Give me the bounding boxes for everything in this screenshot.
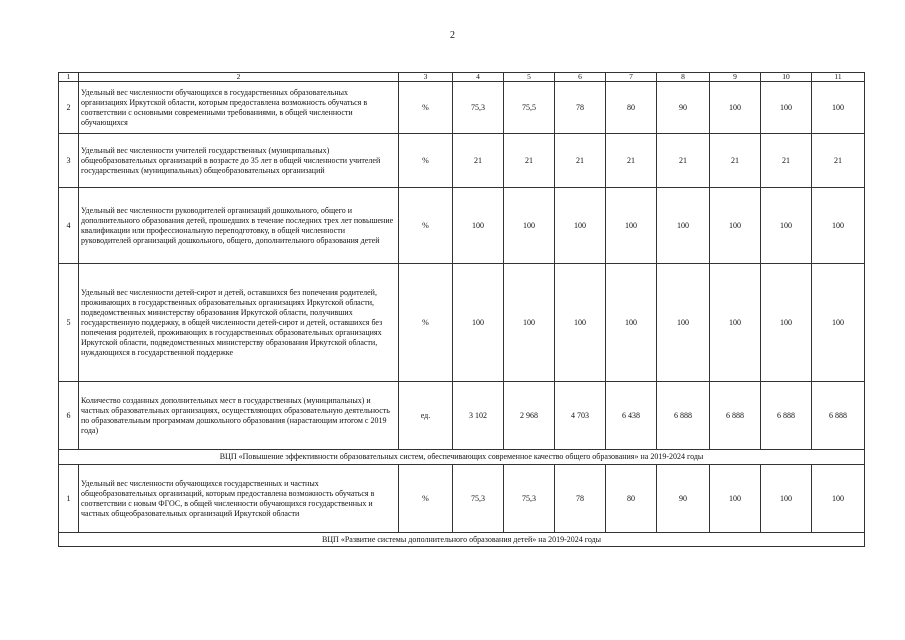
indicators-table — [58, 72, 865, 547]
header-cell: 1 — [59, 73, 79, 82]
section-heading: ВЦП «Повышение эффективности образовательных систем, обеспечивающих современное качество общего образования» на 2019-2024 годы — [59, 450, 865, 465]
unit-cell: % — [399, 134, 453, 188]
row-number: 2 — [59, 82, 79, 134]
value-cell: 100 — [504, 188, 555, 264]
value-cell: 4 703 — [555, 382, 606, 450]
table-row — [59, 382, 865, 450]
value-cell: 21 — [606, 134, 657, 188]
unit-cell: % — [399, 264, 453, 382]
value-cell: 100 — [710, 264, 761, 382]
table-row — [59, 82, 865, 134]
value-cell: 21 — [504, 134, 555, 188]
value-cell: 100 — [710, 188, 761, 264]
header-row — [59, 73, 865, 82]
value-cell: 21 — [555, 134, 606, 188]
value-cell: 2 968 — [504, 382, 555, 450]
table-row — [59, 465, 865, 533]
indicator-description: Удельный вес численности руководителей организаций дошкольного, общего и дополнительного образования детей, прошедших в течение последних трех лет повышение квалификации или профессиональную переподготовку, в общей численности руководителей организаций дошкольного, общего, дополнительного образования детей — [79, 188, 399, 264]
header-cell: 6 — [555, 73, 606, 82]
page-number: 2 — [450, 30, 455, 41]
value-cell: 100 — [812, 264, 865, 382]
section-heading: ВЦП «Развитие системы дополнительного образования детей» на 2019-2024 годы — [59, 533, 865, 547]
value-cell: 75,3 — [504, 465, 555, 533]
value-cell: 6 888 — [710, 382, 761, 450]
header-cell: 4 — [453, 73, 504, 82]
row-number: 5 — [59, 264, 79, 382]
value-cell: 100 — [812, 82, 865, 134]
value-cell: 100 — [812, 465, 865, 533]
value-cell: 80 — [606, 465, 657, 533]
table-row — [59, 188, 865, 264]
value-cell: 6 438 — [606, 382, 657, 450]
table-row — [59, 264, 865, 382]
unit-cell: ед. — [399, 382, 453, 450]
indicator-description: Удельный вес численности обучающихся в государственных образовательных организациях Иркутской области, которым предоставлена возможность обучаться в соответствии с основными современными требованиями, в общей численности обучающихся — [79, 82, 399, 134]
value-cell: 6 888 — [657, 382, 710, 450]
row-number: 1 — [59, 465, 79, 533]
value-cell: 90 — [657, 82, 710, 134]
indicator-description: Удельный вес численности обучающихся государственных и частных общеобразовательных организаций, которым предоставлена возможность обучаться в соответствии с новым ФГОС, в общей численности обучающихся государственных и частных общеобразовательных организаций Иркутской области — [79, 465, 399, 533]
header-cell: 2 — [79, 73, 399, 82]
value-cell: 78 — [555, 465, 606, 533]
value-cell: 3 102 — [453, 382, 504, 450]
value-cell: 100 — [761, 465, 812, 533]
value-cell: 6 888 — [761, 382, 812, 450]
value-cell: 100 — [555, 188, 606, 264]
value-cell: 100 — [453, 264, 504, 382]
value-cell: 100 — [606, 264, 657, 382]
row-number: 6 — [59, 382, 79, 450]
value-cell: 100 — [504, 264, 555, 382]
value-cell: 100 — [761, 188, 812, 264]
header-cell: 7 — [606, 73, 657, 82]
value-cell: 100 — [761, 82, 812, 134]
unit-cell: % — [399, 465, 453, 533]
value-cell: 100 — [710, 82, 761, 134]
indicator-description: Количество созданных дополнительных мест в государственных (муниципальных) и частных образовательных организациях, осуществляющих образовательную деятельность по образовательным программам дошкольного образования (нарастающим итогом с 2019 года) — [79, 382, 399, 450]
value-cell: 100 — [453, 188, 504, 264]
value-cell: 100 — [657, 188, 710, 264]
header-cell: 8 — [657, 73, 710, 82]
value-cell: 75,3 — [453, 82, 504, 134]
unit-cell: % — [399, 188, 453, 264]
value-cell: 21 — [657, 134, 710, 188]
value-cell: 75,3 — [453, 465, 504, 533]
table-row — [59, 134, 865, 188]
value-cell: 21 — [812, 134, 865, 188]
value-cell: 100 — [657, 264, 710, 382]
value-cell: 21 — [453, 134, 504, 188]
value-cell: 100 — [710, 465, 761, 533]
value-cell: 100 — [761, 264, 812, 382]
value-cell: 100 — [812, 188, 865, 264]
value-cell: 21 — [710, 134, 761, 188]
value-cell: 90 — [657, 465, 710, 533]
section-row — [59, 533, 865, 547]
value-cell: 21 — [761, 134, 812, 188]
indicator-description: Удельный вес численности учителей государственных (муниципальных) общеобразовательных организаций в возрасте до 35 лет в общей численности учителей государственных (муниципальных) общеобразовательных организаций — [79, 134, 399, 188]
value-cell: 75,5 — [504, 82, 555, 134]
header-cell: 10 — [761, 73, 812, 82]
row-number: 3 — [59, 134, 79, 188]
indicator-description: Удельный вес численности детей-сирот и детей, оставшихся без попечения родителей, проживающих в государственных образовательных организациях Иркутской области, подведомственных министерству образования Иркутской области, получивших государственную поддержку, в общей численности детей-сирот и детей, оставшихся без попечения родителей, проживающих в государственных образовательных организациях Иркутской области, подведомственных министерству образования Иркутской области, нуждающихся в государственной поддержке — [79, 264, 399, 382]
row-number: 4 — [59, 188, 79, 264]
header-cell: 3 — [399, 73, 453, 82]
value-cell: 6 888 — [812, 382, 865, 450]
value-cell: 78 — [555, 82, 606, 134]
header-cell: 9 — [710, 73, 761, 82]
value-cell: 100 — [606, 188, 657, 264]
value-cell: 80 — [606, 82, 657, 134]
value-cell: 100 — [555, 264, 606, 382]
section-row — [59, 450, 865, 465]
header-cell: 5 — [504, 73, 555, 82]
unit-cell: % — [399, 82, 453, 134]
header-cell: 11 — [812, 73, 865, 82]
